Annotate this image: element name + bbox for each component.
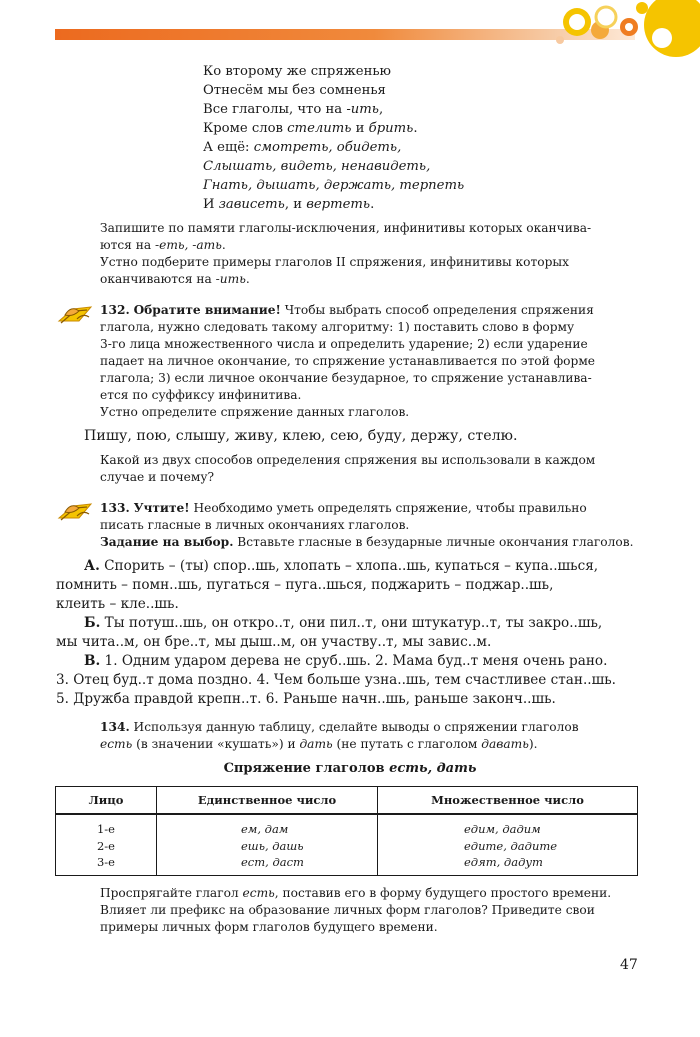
- poem-line: Все глаголы, что на -ить,: [203, 102, 384, 117]
- column-header: Множественное число: [378, 787, 638, 815]
- page-number: 47: [620, 957, 638, 973]
- poem-line: Гнать, дышать, держать, терпеть: [203, 178, 465, 193]
- table-title: Спряжение глаголов есть, дать: [223, 761, 477, 776]
- table-header-row: [56, 787, 638, 815]
- poem-line: А ещё: смотреть, обидеть,: [203, 140, 402, 155]
- column-header: Единственное число: [157, 787, 378, 815]
- poem-line: И зависеть, и вертеть.: [203, 197, 375, 212]
- table-row: 1-е 2-е 3-е ем, дам ешь, дашь ест, даст едим, дадим едите, дадите едят, дадут: [56, 814, 638, 875]
- conjugation-table: [55, 786, 638, 876]
- poem-line: Слышать, видеть, ненавидеть,: [203, 159, 431, 174]
- column-header: Лицо: [56, 787, 157, 815]
- header-circles-decoration: [530, 0, 700, 62]
- exercise-book-icon: [57, 498, 93, 524]
- poem-line: Кроме слов стелить и брить.: [203, 121, 418, 136]
- poem-line: Отнесём мы без сомненья: [203, 83, 386, 98]
- poem-line: Ко второму же спряженью: [203, 64, 392, 79]
- verbs-list: Пишу, пою, слышу, живу, клею, сею, буду, держу, стелю.: [84, 428, 518, 444]
- exercise-book-icon: [57, 301, 93, 327]
